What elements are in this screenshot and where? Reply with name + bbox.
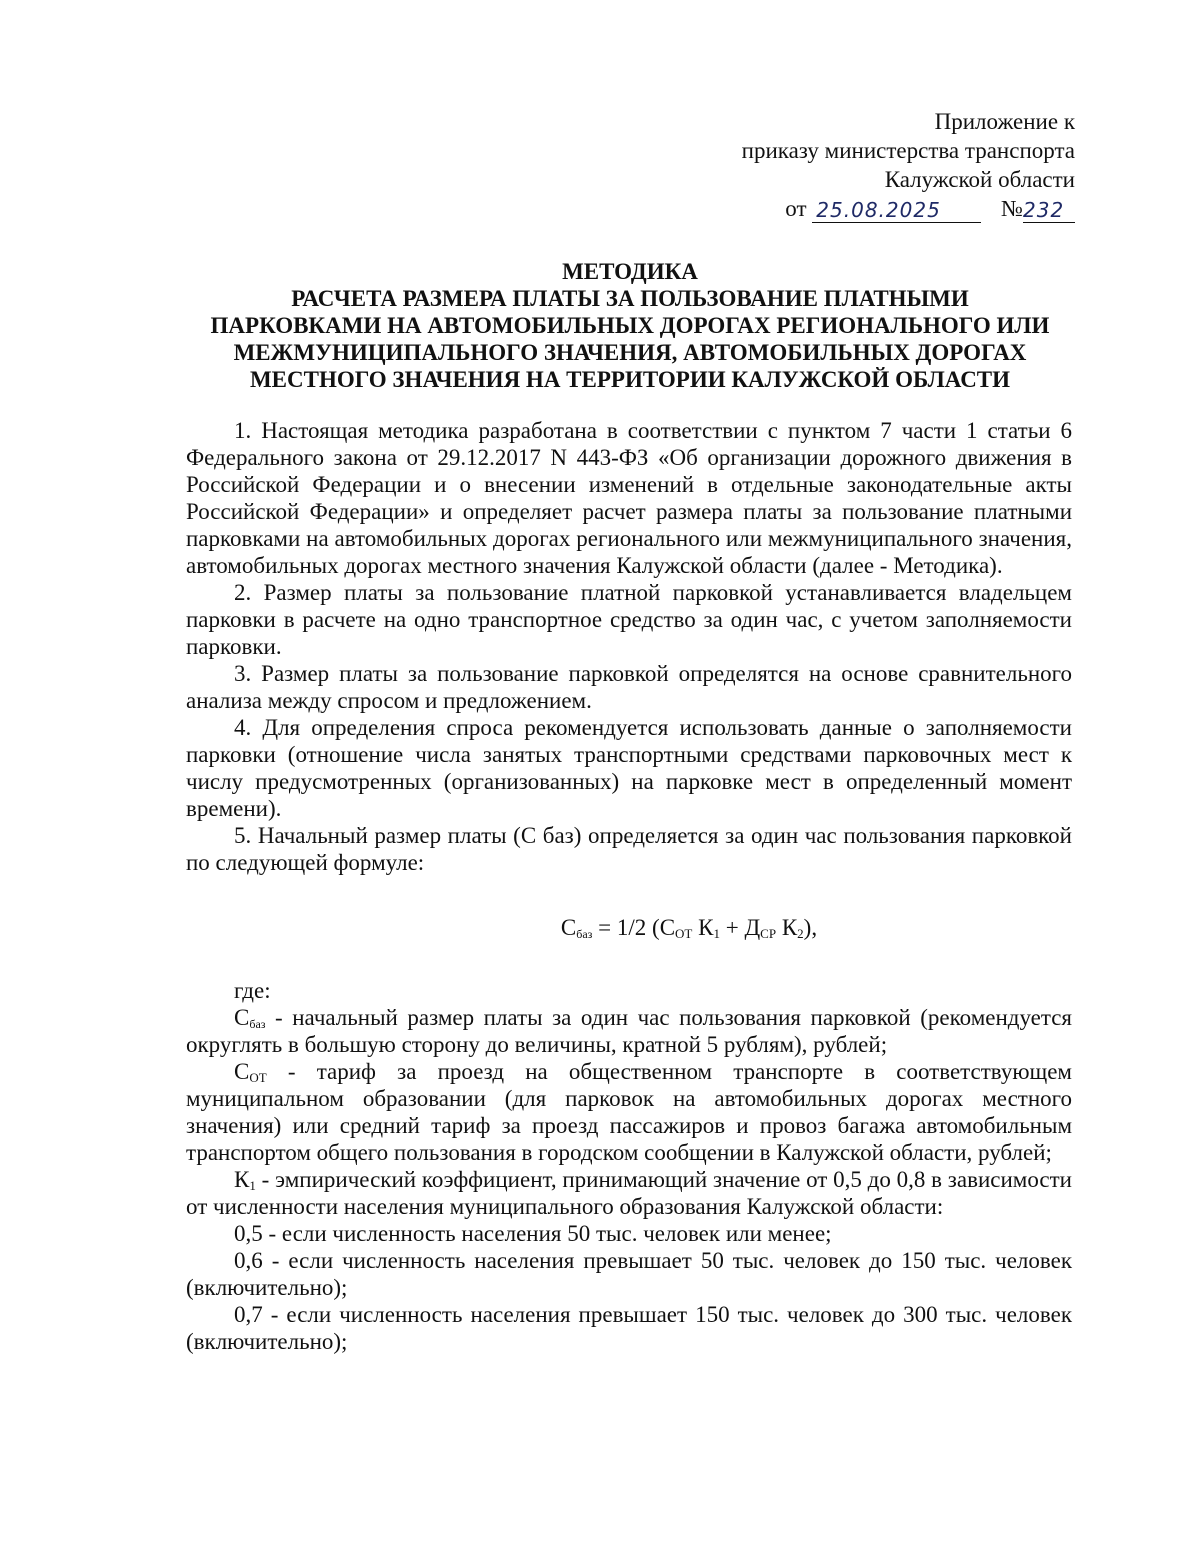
title-line-3: ПАРКОВКАМИ НА АВТОМОБИЛЬНЫХ ДОРОГАХ РЕГИОНАЛЬНОГО ИЛИ <box>210 313 1050 338</box>
order-date-number-row <box>595 194 1075 223</box>
value-0-6: 0,6 - если численность населения превышает 50 тыс. человек до 150 тыс. человек (включительно); <box>186 1248 1072 1300</box>
formula-k2: К <box>776 915 798 940</box>
document-title <box>140 258 1120 393</box>
appendix-line-2: приказу министерства транспорта <box>741 138 1075 163</box>
def-cot-sub: ОТ <box>249 1070 267 1085</box>
definition-cbaz <box>186 1004 1072 1058</box>
date-prefix: от <box>785 196 807 221</box>
paragraph-5: 5. Начальный размер платы (С баз) определяется за один час пользования парковкой по следующей формуле: <box>186 823 1072 875</box>
definition-k1 <box>186 1166 1072 1220</box>
def-k1-text: - эмпирический коэффициент, принимающий значение от 0,5 до 0,8 в зависимости от численности населения муниципального образования Калужской области: <box>186 1167 1072 1219</box>
def-cbaz-sym: С <box>234 1005 250 1030</box>
definition-cot <box>186 1058 1072 1166</box>
title-line-5: МЕСТНОГО ЗНАЧЕНИЯ НА ТЕРРИТОРИИ КАЛУЖСКОЙ ОБЛАСТИ <box>249 367 1011 392</box>
formula-plus: + Д <box>719 915 761 940</box>
def-cot-text: - тариф за проезд на общественном транспорте в соответствующем муниципальном образовании (для парковок на автомобильных дорогах местного значения) или средний тариф за проезд пассажиров и провоз багажа автомобильным транспортом общего пользования в городском сообщении в Калужской области, рублей; <box>186 1059 1072 1165</box>
paragraph-1: 1. Настоящая методика разработана в соответствии с пунктом 7 части 1 статьи 6 Федерального закона от 29.12.2017 N 443-ФЗ «Об организации дорожного движения в Российской Федерации и о внесении изменений в отдельные законодательные акты Российской Федерации» и определяет расчет размера платы за пользование платными парковками на автомобильных дорогах регионального или межмуниципального значения, автомобильных дорогах местного значения Калужской области (далее - Методика). <box>186 418 1072 578</box>
formula-k1-sub: 1 <box>713 926 720 941</box>
value-0-5: 0,5 - если численность населения 50 тыс. человек или менее; <box>234 1221 832 1246</box>
formula-k1: К <box>692 915 714 940</box>
formula-end: ), <box>803 915 818 940</box>
appendix-line-3: Калужской области <box>884 167 1075 192</box>
def-k1-sub: 1 <box>249 1178 256 1193</box>
formula <box>186 914 1072 941</box>
formula-c: С <box>560 915 577 940</box>
number-prefix: № <box>1001 196 1023 221</box>
paragraph-3: 3. Размер платы за пользование парковкой определятся на основе сравнительного анализа между спросом и предложением. <box>186 661 1072 713</box>
def-cbaz-text: - начальный размер платы за один час пользования парковкой (рекомендуется округлять в большую сторону до величины, кратной 5 рублям), рублей; <box>186 1005 1072 1057</box>
value-0-7: 0,7 - если численность населения превышает 150 тыс. человек до 300 тыс. человек (включительно); <box>186 1302 1072 1354</box>
paragraph-4: 4. Для определения спроса рекомендуется использовать данные о заполняемости парковки (отношение числа занятых транспортными средствами парковочных мест к числу предусмотренных (организованных) на парковке мест в определенный момент времени). <box>186 715 1072 821</box>
document-body <box>186 417 1072 1355</box>
appendix-line-1: Приложение к <box>934 109 1075 134</box>
def-cot-sym: С <box>234 1059 250 1084</box>
formula-k2-sub: 2 <box>797 926 804 941</box>
formula-c-sub: баз <box>576 927 593 941</box>
def-cbaz-sub: баз <box>249 1017 266 1031</box>
handwritten-date: 25.08.2025 <box>816 198 941 222</box>
def-k1-sym: К <box>234 1167 250 1192</box>
formula-eq: = 1/2 (С <box>592 915 676 940</box>
title-line-4: МЕЖМУНИЦИПАЛЬНОГО ЗНАЧЕНИЯ, АВТОМОБИЛЬНЫХ ДОРОГАХ <box>233 340 1027 365</box>
paragraph-2: 2. Размер платы за пользование платной парковкой устанавливается владельцем парковки в расчете на одно транспортное средство за один час, с учетом заполняемости парковки. <box>186 580 1072 659</box>
handwritten-number: 232 <box>1023 198 1065 222</box>
formula-sr-sub: СР <box>760 926 777 941</box>
title-line-1: МЕТОДИКА <box>562 259 698 284</box>
title-line-2: РАСЧЕТА РАЗМЕРА ПЛАТЫ ЗА ПОЛЬЗОВАНИЕ ПЛАТНЫМИ <box>291 286 969 311</box>
where-label: где: <box>234 978 271 1003</box>
formula-ot-sub: ОТ <box>675 926 693 941</box>
order-number-field <box>1023 198 1075 223</box>
order-date-field <box>812 198 981 223</box>
appendix-header <box>595 107 1075 223</box>
